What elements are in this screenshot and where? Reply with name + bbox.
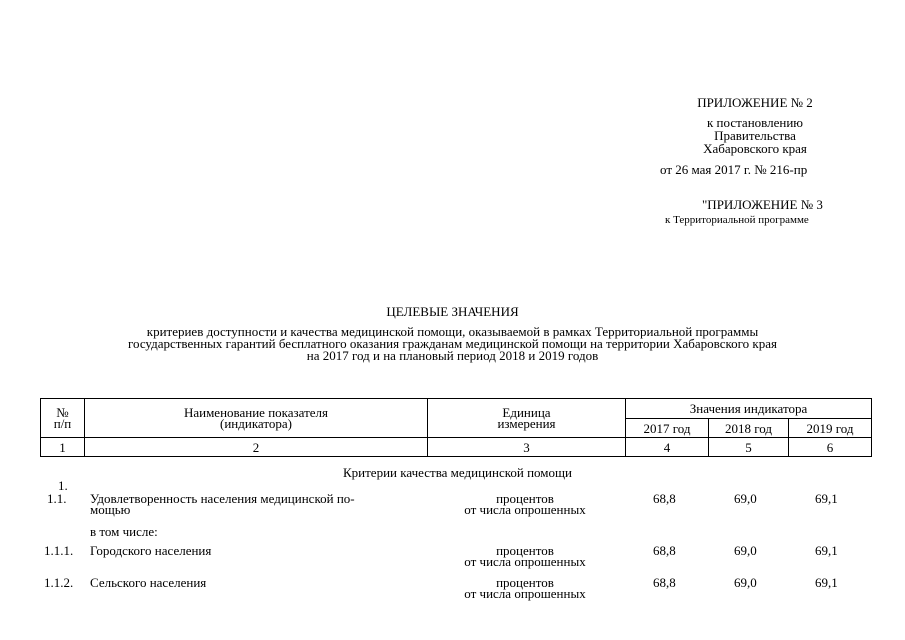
value-2017: 68,8 — [653, 491, 676, 506]
resolution-line: к постановлению — [706, 115, 804, 130]
row-number: 1.1.2. — [44, 575, 74, 590]
row-number: 1.1. — [47, 491, 67, 506]
subtitle-line: на 2017 год и на плановый период 2018 и 2019 годов — [306, 348, 599, 363]
resolution-reference — [640, 116, 870, 155]
column-number: 5 — [709, 438, 789, 457]
document-subtitle — [0, 326, 905, 362]
value-2019: 69,1 — [815, 543, 838, 558]
unit-of-measure: процентов от числа опрошенных — [464, 491, 586, 517]
document-title-block — [0, 305, 905, 362]
subtitle-line: критериев доступности и качества медицинской помощи, оказываемой в рамках Территориальной программы — [146, 324, 759, 339]
subtitle-line: государственных гарантий бесплатного оказания гражданам медицинской помощи на территории Хабаровского края — [127, 336, 777, 351]
section-number: 1. — [58, 478, 68, 493]
resolution-line: Хабаровского края — [703, 141, 807, 156]
header-cell-number: № п/п — [41, 399, 85, 438]
value-2018: 69,0 — [734, 543, 757, 558]
header-year-2019: 2019 год — [789, 419, 872, 438]
header-cell-name: Наименование показателя (индикатора) — [85, 399, 428, 438]
resolution-line: Правительства — [714, 128, 796, 143]
including-label: в том числе: — [90, 524, 158, 539]
indicator-table-header — [40, 398, 872, 457]
indicator-name: Городского населения — [90, 543, 212, 558]
value-2018: 69,0 — [734, 575, 757, 590]
value-2018: 69,0 — [734, 491, 757, 506]
header-year-2018: 2018 год — [709, 419, 789, 438]
value-2017: 68,8 — [653, 543, 676, 558]
column-number: 3 — [428, 438, 626, 457]
header-cell-unit: Единица измерения — [428, 399, 626, 438]
column-number: 4 — [626, 438, 709, 457]
column-number: 2 — [85, 438, 428, 457]
indicator-name: Удовлетворенность населения медицинской по- мощью — [90, 491, 355, 517]
appendix-3-label: "ПРИЛОЖЕНИЕ № 3 — [702, 197, 823, 212]
column-number: 1 — [41, 438, 85, 457]
header-year-2017: 2017 год — [626, 419, 709, 438]
unit-of-measure: процентов от числа опрошенных — [464, 543, 586, 569]
document-title: ЦЕЛЕВЫЕ ЗНАЧЕНИЯ — [386, 304, 519, 319]
row-number: 1.1.1. — [44, 543, 74, 558]
value-2019: 69,1 — [815, 491, 838, 506]
section-title: Критерии качества медицинской помощи — [343, 465, 572, 480]
appendix-2-label: ПРИЛОЖЕНИЕ № 2 — [697, 95, 813, 110]
column-number: 6 — [789, 438, 872, 457]
unit-of-measure: процентов от числа опрошенных — [464, 575, 586, 601]
header-cell-values: Значения индикатора — [626, 399, 872, 419]
indicator-name: Сельского населения — [90, 575, 207, 590]
resolution-date: от 26 мая 2017 г. № 216-пр — [660, 162, 808, 177]
value-2019: 69,1 — [815, 575, 838, 590]
program-reference: к Территориальной программе — [665, 214, 809, 226]
value-2017: 68,8 — [653, 575, 676, 590]
